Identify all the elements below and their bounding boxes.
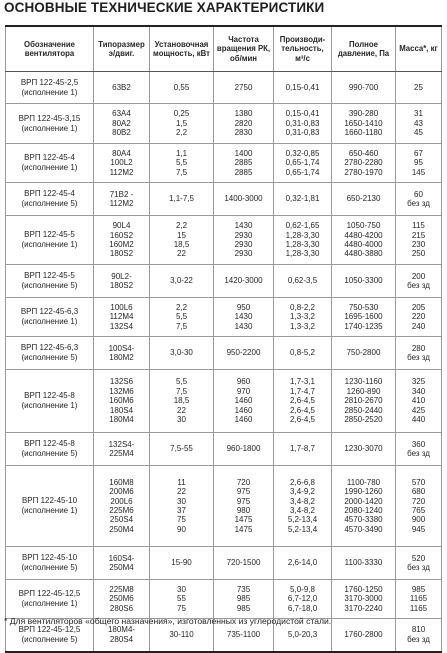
power-cell: 5,5 7,5 18,5 22 30 (150, 370, 214, 433)
rpm-cell: 2750 (214, 72, 274, 104)
flow-cell: 0,8-5,2 (274, 337, 332, 370)
table-row (6, 104, 442, 144)
rpm-cell: 950 1430 1430 (214, 298, 274, 337)
flow-cell: 0,32-1,81 (274, 183, 332, 216)
pressure-cell: 1230-1160 1260-890 2810-2670 2850-2440 2850-2520 (332, 370, 396, 433)
table-row (6, 265, 442, 298)
rpm-cell: 735 985 985 (214, 580, 274, 619)
flow-cell: 1,7-3,1 1,7-4,7 2,6-4,5 2,6-4,5 2,6-4,5 (274, 370, 332, 433)
mass-cell: 360 без зд (396, 433, 442, 466)
mass-cell: 31 43 45 (396, 104, 442, 144)
mass-cell: 25 (396, 72, 442, 104)
table-row (6, 72, 442, 104)
mass-cell: 60 без зд (396, 183, 442, 216)
designation-cell: ВРП 122-45-6,3 (исполнение 5) (6, 337, 94, 370)
pressure-cell: 990-700 (332, 72, 396, 104)
table-row (6, 547, 442, 580)
page-title: ОСНОВНЫЕ ТЕХНИЧЕСКИЕ ХАРАКТЕРИСТИКИ (4, 0, 325, 15)
pressure-cell: 1100-3330 (332, 547, 396, 580)
mass-cell: 325 340 410 425 440 (396, 370, 442, 433)
motor-cell: 80А4 100L2 112М2 (94, 144, 150, 183)
designation-cell: ВРП 122-45-8 (исполнение 1) (6, 370, 94, 433)
footnote: * Для вентиляторов «общего назначения», изготовленных из углеродистой стали. (4, 616, 332, 626)
motor-cell: 160S4- 250М4 (94, 547, 150, 580)
designation-cell: ВРП 122-45-5 (исполнение 5) (6, 265, 94, 298)
power-cell: 1,1 5,5 7,5 (150, 144, 214, 183)
rpm-cell: 1400-3000 (214, 183, 274, 216)
mass-cell: 205 220 240 (396, 298, 442, 337)
flow-cell: 1,7-8,7 (274, 433, 332, 466)
motor-cell: 100S4- 180М2 (94, 337, 150, 370)
pressure-cell: 650-2130 (332, 183, 396, 216)
pressure-cell: 1050-3300 (332, 265, 396, 298)
motor-cell: 71В2 - 112М2 (94, 183, 150, 216)
flow-cell: 2,6-6,8 3,4-9,2 3,4-8,2 3,4-8,2 5,2-13,4 5,2-13,4 (274, 466, 332, 547)
mass-cell: 570 680 720 765 900 945 (396, 466, 442, 547)
mass-cell: 985 1165 1165 (396, 580, 442, 619)
col-header-rpm: Частота вращения РК, об/мин (214, 26, 274, 72)
col-header-power: Установочная мощность, кВт (150, 26, 214, 72)
rpm-cell: 1380 2820 2830 (214, 104, 274, 144)
power-cell: 0,25 1,5 2,2 (150, 104, 214, 144)
rpm-cell: 735-1100 (214, 619, 274, 652)
pressure-cell: 390-280 1650-1410 1660-1180 (332, 104, 396, 144)
power-cell: 1,1-7,5 (150, 183, 214, 216)
designation-cell: ВРП 122-45-10 (исполнение 1) (6, 466, 94, 547)
motor-cell: 90L2- 180S2 (94, 265, 150, 298)
flow-cell: 5,0-9,8 6,7-12,0 6,7-18,0 (274, 580, 332, 619)
power-cell: 3,0-30 (150, 337, 214, 370)
rpm-cell: 1430 2930 2930 2930 (214, 216, 274, 265)
designation-cell: ВРП 122-45-12,5 (исполнение 1) (6, 580, 94, 619)
table-row (6, 337, 442, 370)
flow-cell: 5,0-20,3 (274, 619, 332, 652)
designation-cell: ВРП 122-45-3,15 (исполнение 1) (6, 104, 94, 144)
motor-cell: 180М4- 280S4 (94, 619, 150, 652)
pressure-cell: 1760-1250 3170-3000 3170-2240 (332, 580, 396, 619)
designation-cell: ВРП 122-45-4 (исполнение 1) (6, 144, 94, 183)
flow-cell: 2,6-14,0 (274, 547, 332, 580)
flow-cell: 0,62-3,5 (274, 265, 332, 298)
rpm-cell: 1400 2885 2885 (214, 144, 274, 183)
power-cell: 7,5-55 (150, 433, 214, 466)
motor-cell: 132S6 132М6 160М6 180S4 180М4 (94, 370, 150, 433)
table-row (6, 216, 442, 265)
motor-cell: 100L6 112М4 132S4 (94, 298, 150, 337)
mass-cell: 280 без зд (396, 337, 442, 370)
designation-cell: ВРП 122-45-6,3 (исполнение 1) (6, 298, 94, 337)
mass-cell: 520 без зд (396, 547, 442, 580)
motor-cell: 225М8 250М6 280S6 (94, 580, 150, 619)
col-header-flow: Производи-тельность, м³/с (274, 26, 332, 72)
motor-cell: 132S4- 225М4 (94, 433, 150, 466)
designation-cell: ВРП 122-45-8 (исполнение 5) (6, 433, 94, 466)
table-row (6, 183, 442, 216)
rpm-cell: 720-1500 (214, 547, 274, 580)
pressure-cell: 1230-3070 (332, 433, 396, 466)
pressure-cell: 1050-750 4480-4200 4480-4000 4480-3880 (332, 216, 396, 265)
col-header-motor: Типоразмер э/двиг. (94, 26, 150, 72)
motor-cell: 90L4 160S2 160М2 180S2 (94, 216, 150, 265)
power-cell: 2,2 5,5 7,5 (150, 298, 214, 337)
col-header-pressure: Полное давление, Па (332, 26, 396, 72)
table-body (6, 72, 442, 652)
pressure-cell: 750-530 1695-1600 1740-1235 (332, 298, 396, 337)
rpm-cell: 960 970 1460 1460 1460 (214, 370, 274, 433)
table-header-row (6, 26, 442, 72)
designation-cell: ВРП 122-45-12,5 (исполнение 5) (6, 619, 94, 652)
rpm-cell: 720 975 975 980 1475 1475 (214, 466, 274, 547)
pressure-cell: 650-460 2780-2280 2780-1970 (332, 144, 396, 183)
power-cell: 2,2 15 18,5 22 (150, 216, 214, 265)
table-row (6, 466, 442, 547)
col-header-designation: Обозначение вентилятора (6, 26, 94, 72)
designation-cell: ВРП 122-45-10 (исполнение 5) (6, 547, 94, 580)
col-header-mass: Масса*, кг (396, 26, 442, 72)
power-cell: 30-110 (150, 619, 214, 652)
power-cell: 0,55 (150, 72, 214, 104)
table-row (6, 433, 442, 466)
flow-cell: 0,62-1,65 1,28-3,30 1,28-3,30 1,28-3,30 (274, 216, 332, 265)
mass-cell: 67 95 145 (396, 144, 442, 183)
flow-cell: 0,8-2,2 1,3-3,2 1,3-3,2 (274, 298, 332, 337)
pressure-cell: 750-2800 (332, 337, 396, 370)
flow-cell: 0,15-0,41 0,31-0,83 0,31-0,83 (274, 104, 332, 144)
pressure-cell: 1100-780 1990-1260 2000-1420 2080-1240 4570-3380 4570-3490 (332, 466, 396, 547)
rpm-cell: 1420-3000 (214, 265, 274, 298)
designation-cell: ВРП 122-45-2,5 (исполнение 1) (6, 72, 94, 104)
table-row (6, 144, 442, 183)
mass-cell: 810 без зд (396, 619, 442, 652)
pressure-cell: 1760-2800 (332, 619, 396, 652)
mass-cell: 200 без зд (396, 265, 442, 298)
motor-cell: 63А4 80А2 80В2 (94, 104, 150, 144)
table-row (6, 370, 442, 433)
rpm-cell: 950-2200 (214, 337, 274, 370)
table-row (6, 580, 442, 619)
motor-cell: 160М8 200М6 200L6 225М6 250S4 250М4 (94, 466, 150, 547)
rpm-cell: 960-1800 (214, 433, 274, 466)
spec-table (5, 25, 442, 653)
mass-cell: 115 215 230 250 (396, 216, 442, 265)
motor-cell: 63В2 (94, 72, 150, 104)
flow-cell: 0,32-0,85 0,65-1,74 0,65-1,74 (274, 144, 332, 183)
power-cell: 11 22 30 37 75 90 (150, 466, 214, 547)
designation-cell: ВРП 122-45-5 (исполнение 1) (6, 216, 94, 265)
power-cell: 30 55 75 (150, 580, 214, 619)
power-cell: 3,0-22 (150, 265, 214, 298)
power-cell: 15-90 (150, 547, 214, 580)
designation-cell: ВРП 122-45-4 (исполнение 5) (6, 183, 94, 216)
table-row (6, 298, 442, 337)
flow-cell: 0,15-0,41 (274, 72, 332, 104)
